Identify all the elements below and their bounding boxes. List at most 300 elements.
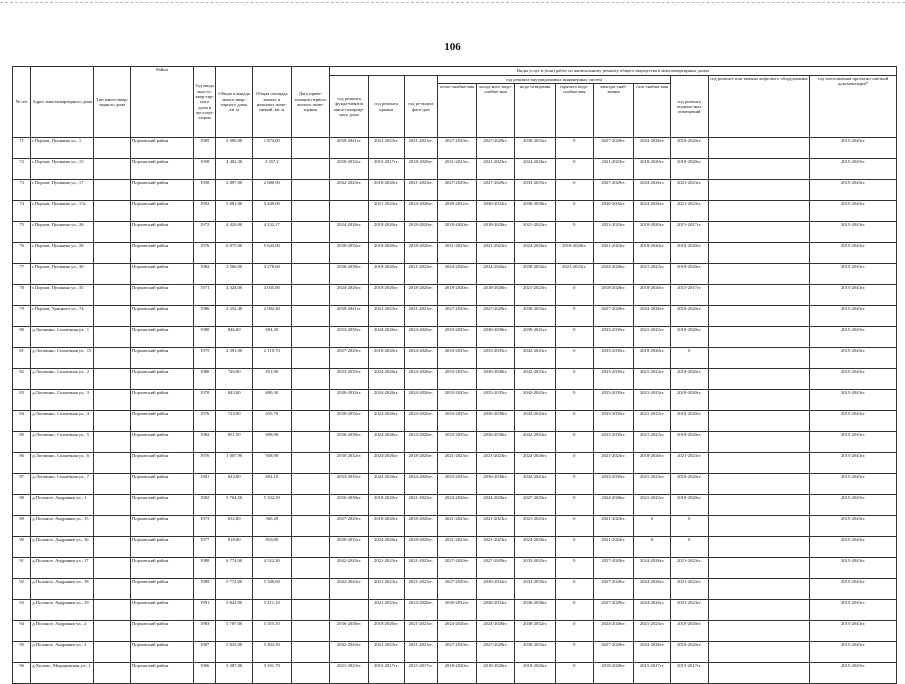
row-electric: 2027-2029гг.	[593, 600, 634, 621]
row-gas: 2018-2020гг.	[634, 159, 671, 180]
row-elevator	[708, 390, 810, 411]
row-type	[94, 558, 131, 579]
row-elevator	[708, 621, 810, 642]
row-gas: 2021-2023гг.	[634, 369, 671, 390]
row-living-area: 5 332,50	[252, 495, 291, 516]
row-year: 1971	[194, 285, 216, 306]
row-facade: 2024-2026гг.	[404, 327, 438, 348]
row-electric: 2018-2020гг.	[593, 663, 634, 684]
row-foundation: 2036-2038гг.	[330, 495, 369, 516]
row-address: г.Порхов, Пушкина ул., 1	[31, 138, 94, 159]
row-heat: 2033-2035гг.	[438, 369, 477, 390]
row-roof: 2021-2023гг.	[368, 642, 404, 663]
row-district: Порховский район	[130, 327, 193, 348]
row-date	[291, 264, 330, 285]
row-facade: 2021-2023гг.	[404, 642, 438, 663]
row-number: 81	[13, 348, 31, 369]
table-row	[13, 558, 897, 579]
row-roof: 2018-2020гг.	[368, 621, 404, 642]
row-total-area: 5 835,00	[216, 642, 253, 663]
table-row	[13, 306, 897, 327]
row-type	[94, 138, 131, 159]
row-date	[291, 201, 330, 222]
row-cold-water: 2027-2029гг.	[476, 306, 515, 327]
row-roof: 2024-2026гг.	[368, 432, 404, 453]
row-gas: 2021-2023гг.	[634, 390, 671, 411]
row-basement: 2018-2020гг.	[670, 159, 708, 180]
row-basement: 2021-2023гг.	[670, 579, 708, 600]
row-facade: 2018-2020гг.	[404, 243, 438, 264]
row-heat: 2030-2032гг.	[438, 201, 477, 222]
row-hot-water: 0	[556, 411, 594, 432]
row-hot-water: 0	[556, 432, 594, 453]
table-row	[13, 411, 897, 432]
row-address: г.Порхов, Пушкина ул., 17	[31, 180, 94, 201]
row-type	[94, 390, 131, 411]
row-address: д.Логовино, Солнечная ул., 7	[31, 474, 94, 495]
row-heat: 2030-2032гг.	[438, 600, 477, 621]
row-electric: 2021-2023гг.	[593, 453, 634, 474]
row-elevator	[708, 411, 810, 432]
row-type	[94, 327, 131, 348]
row-heat: 2027-2029гг.	[438, 642, 477, 663]
row-year: 1982	[194, 495, 216, 516]
row-date	[291, 159, 330, 180]
row-heat: 2024-2026гг.	[438, 264, 477, 285]
row-living-area: 4 522,30	[252, 558, 291, 579]
row-facade: 2021-2023гг.	[404, 579, 438, 600]
row-type	[94, 348, 131, 369]
row-district: Порховский район	[130, 516, 193, 537]
row-electric: 2033-2035гг.	[593, 390, 634, 411]
row-electric: 2027-2029гг.	[593, 138, 634, 159]
row-year: 1980	[194, 369, 216, 390]
row-address: д.Полоное, Андрияни ул., 19	[31, 600, 94, 621]
row-roof: 2018-2020гг.	[368, 516, 404, 537]
row-living-area: 4 035,80	[252, 285, 291, 306]
row-electric: 2021-2023гг.	[593, 243, 634, 264]
row-electric: 2033-2035гг.	[593, 432, 634, 453]
row-number: 84	[13, 411, 31, 432]
row-heat: 2021-2023гг.	[438, 537, 477, 558]
table-row	[13, 180, 897, 201]
table-row	[13, 516, 897, 537]
row-roof: 2024-2026гг.	[368, 411, 404, 432]
row-elevator	[708, 453, 810, 474]
row-foundation: 2024-2026гг.	[330, 285, 369, 306]
table-row	[13, 453, 897, 474]
row-facade: 2018-2020гг.	[404, 516, 438, 537]
row-address: г.Порхов, Пушкина ул., 30	[31, 264, 94, 285]
header-gas: газо-снабже-ния	[634, 84, 671, 138]
row-year: 1966	[194, 663, 216, 684]
row-basement: 2018-2020гг.	[670, 390, 708, 411]
row-year: 1983	[194, 621, 216, 642]
row-date	[291, 306, 330, 327]
row-cold-water: 2036-2038гг.	[476, 432, 515, 453]
row-number: 77	[13, 264, 31, 285]
row-basement: 2018-2020гг.	[670, 264, 708, 285]
row-address: д.Полоное, Андрияни ул., 17	[31, 558, 94, 579]
row-number: 94	[13, 621, 31, 642]
row-foundation: 2039-2041гг.	[330, 138, 369, 159]
row-heat: 2024-2026гг.	[438, 495, 477, 516]
row-sewer: 2030-2032гг.	[515, 264, 556, 285]
table-row	[13, 285, 897, 306]
row-foundation: 2036-2038гг.	[330, 264, 369, 285]
row-gas: 2018-2020гг.	[634, 348, 671, 369]
row-electric: 2027-2029гг.	[593, 306, 634, 327]
row-address: д.Полоное, Андрияни ул., 15	[31, 516, 94, 537]
row-facade: 2021-2023гг.	[404, 621, 438, 642]
row-living-area: 5 449,00	[252, 201, 291, 222]
row-number: 87	[13, 474, 31, 495]
row-basement: 2018-2020гг.	[670, 306, 708, 327]
row-roof: 2015-2017гг.	[368, 663, 404, 684]
row-total-area: 3 387,00	[216, 663, 253, 684]
row-number: 96	[13, 663, 31, 684]
row-sewer: 2039-2041гг.	[515, 327, 556, 348]
row-electric: 2033-2035гг.	[593, 327, 634, 348]
row-hot-water: 0	[556, 516, 594, 537]
row-total-area: 3 566,00	[216, 264, 253, 285]
row-date	[291, 621, 330, 642]
row-type	[94, 621, 131, 642]
row-hot-water: 0	[556, 306, 594, 327]
row-facade: 2024-2026гг.	[404, 369, 438, 390]
row-heat: 2033-2035гг.	[438, 411, 477, 432]
row-design: 2015-2043гг.	[810, 369, 897, 390]
row-sewer: 2030-2032гг.	[515, 138, 556, 159]
row-heat: 2033-2035гг.	[438, 348, 477, 369]
row-foundation: 2042-2043гг.	[330, 579, 369, 600]
row-type	[94, 201, 131, 222]
row-sewer: 2033-2035гг.	[515, 558, 556, 579]
row-type	[94, 369, 131, 390]
row-elevator	[708, 243, 810, 264]
row-number: 91	[13, 558, 31, 579]
row-cold-water: 2030-2032гг.	[476, 600, 515, 621]
row-basement: 2018-2020гг.	[670, 411, 708, 432]
row-year: 1972	[194, 222, 216, 243]
row-sewer: 2042-2043гг.	[515, 411, 556, 432]
row-type	[94, 600, 131, 621]
row-heat: 2027-2029гг.	[438, 579, 477, 600]
row-living-area: 635,70	[252, 411, 291, 432]
header-roof: год ремонта крыши	[368, 76, 404, 138]
row-elevator	[708, 579, 810, 600]
row-type	[94, 264, 131, 285]
row-sewer: 2024-2026гг.	[515, 243, 556, 264]
row-basement: 2018-2020гг.	[670, 642, 708, 663]
row-design: 2015-2043гг.	[810, 285, 897, 306]
row-basement: 2018-2020гг.	[670, 432, 708, 453]
row-type	[94, 642, 131, 663]
row-cold-water: 2036-2038гг.	[476, 411, 515, 432]
table-row	[13, 138, 897, 159]
row-sewer: 2024-2026гг.	[515, 537, 556, 558]
row-number: 90	[13, 537, 31, 558]
row-foundation: 2024-2026гг.	[330, 222, 369, 243]
row-elevator	[708, 537, 810, 558]
row-elevator	[708, 222, 810, 243]
row-total-area: 1 007,90	[216, 453, 253, 474]
row-cold-water: 2018-2020гг.	[476, 663, 515, 684]
row-year: 1991	[194, 600, 216, 621]
row-total-area: 851,50	[216, 432, 253, 453]
row-cold-water: 2027-2029гг.	[476, 180, 515, 201]
row-hot-water: 0	[556, 579, 594, 600]
row-facade: 2024-2026гг.	[404, 348, 438, 369]
row-cold-water: 2027-2029гг.	[476, 558, 515, 579]
row-electric: 2027-2029гг.	[593, 558, 634, 579]
row-basement: 2018-2020гг.	[670, 621, 708, 642]
row-address: д.Логовино, Солнечная ул., 2	[31, 369, 94, 390]
row-elevator	[708, 264, 810, 285]
row-heat: 2033-2035гг.	[438, 390, 477, 411]
row-sewer: 2042-2043гг.	[515, 369, 556, 390]
row-cold-water: 2021-2023гг.	[476, 516, 515, 537]
row-gas: 2021-2023гг.	[634, 621, 671, 642]
row-foundation: 2030-2032гг.	[330, 243, 369, 264]
row-total-area: 5 772,00	[216, 579, 253, 600]
row-foundation: 2030-2032гг.	[330, 390, 369, 411]
row-date	[291, 390, 330, 411]
row-design: 2015-2043гг.	[810, 159, 897, 180]
row-roof: 2024-2026гг.	[368, 453, 404, 474]
row-cold-water: 2036-2038гг.	[476, 369, 515, 390]
row-gas: 2024-2026гг.	[634, 306, 671, 327]
header-basement: год ремонта подваль-ных помещений	[670, 76, 708, 138]
row-sewer: 2042-2043гг.	[515, 474, 556, 495]
row-design: 2015-2043гг.	[810, 306, 897, 327]
row-district: Порховский район	[130, 180, 193, 201]
row-cold-water: 2024-2026гг.	[476, 264, 515, 285]
row-basement: 2015-2017гг.	[670, 285, 708, 306]
row-cold-water: 2024-2026гг.	[476, 495, 515, 516]
row-year: 1976	[194, 453, 216, 474]
row-sewer: 2018-2020гг.	[515, 663, 556, 684]
row-basement: 2018-2020гг.	[670, 138, 708, 159]
row-electric: 2021-2023гг.	[593, 222, 634, 243]
row-living-area: 694,30	[252, 327, 291, 348]
row-address: д.Полоное, Андрияни ул., 16	[31, 537, 94, 558]
header-cold-water: холод-ного водо-снабже-ния	[476, 84, 515, 138]
row-roof: 2015-2017гг.	[368, 159, 404, 180]
row-sewer: 2042-2043гг.	[515, 432, 556, 453]
row-foundation: 2030-2032гг.	[330, 411, 369, 432]
row-address: д.Полоное, Андрияни ул., 2	[31, 621, 94, 642]
table-row	[13, 537, 897, 558]
header-heat: тепло-снабже-ния	[438, 84, 477, 138]
row-district: Порховский район	[130, 600, 193, 621]
row-sewer: 2021-2023гг.	[515, 516, 556, 537]
row-basement: 2015-2017гг.	[670, 663, 708, 684]
header-engineering: год ремонта внутридомовых инженерных систем	[438, 76, 671, 84]
row-heat: 2021-2023гг.	[438, 516, 477, 537]
row-basement: 0	[670, 516, 708, 537]
row-heat: 2018-2020гг.	[438, 222, 477, 243]
row-date	[291, 537, 330, 558]
row-living-area: 2 680,90	[252, 180, 291, 201]
row-address: д.Логовино, Солнечная ул., 4	[31, 411, 94, 432]
row-type	[94, 495, 131, 516]
row-total-area: 5 843,90	[216, 600, 253, 621]
row-facade: 2018-2020гг.	[404, 537, 438, 558]
row-address: д.Логовино, Солнечная ул., 5	[31, 432, 94, 453]
table-row	[13, 495, 897, 516]
row-district: Порховский район	[130, 369, 193, 390]
row-design: 2015-2043гг.	[810, 453, 897, 474]
row-cold-water: 2027-2029гг.	[476, 138, 515, 159]
row-gas: 2024-2026гг.	[634, 180, 671, 201]
row-basement: 2021-2023гг.	[670, 180, 708, 201]
row-elevator	[708, 642, 810, 663]
table-row	[13, 201, 897, 222]
row-elevator	[708, 516, 810, 537]
row-type	[94, 474, 131, 495]
row-roof: 2024-2026гг.	[368, 327, 404, 348]
row-sewer: 2033-2035гг.	[515, 579, 556, 600]
row-hot-water: 0	[556, 348, 594, 369]
row-electric: 2033-2035гг.	[593, 411, 634, 432]
row-design: 2015-2043гг.	[810, 348, 897, 369]
row-total-area: 4 420,00	[216, 222, 253, 243]
row-living-area: 5 355,10	[252, 621, 291, 642]
row-foundation: 2027-2029гг.	[330, 348, 369, 369]
row-year: 1981	[194, 474, 216, 495]
table-row	[13, 348, 897, 369]
row-sewer: 2042-2043гг.	[515, 390, 556, 411]
row-elevator	[708, 306, 810, 327]
row-hot-water: 0	[556, 537, 594, 558]
row-elevator	[708, 201, 810, 222]
row-hot-water: 2018-2020гг.	[556, 243, 594, 264]
row-heat: 2018-2020гг.	[438, 285, 477, 306]
row-number: 92	[13, 579, 31, 600]
row-facade: 2018-2020гг.	[404, 159, 438, 180]
row-gas: 2018-2020гг.	[634, 243, 671, 264]
row-foundation: 2030-2032гг.	[330, 159, 369, 180]
row-number: 83	[13, 390, 31, 411]
row-gas: 2021-2023гг.	[634, 264, 671, 285]
row-design: 2015-2043гг.	[810, 222, 897, 243]
row-basement: 2018-2020гг.	[670, 243, 708, 264]
row-year: 1987	[194, 642, 216, 663]
row-total-area: 2 090,00	[216, 138, 253, 159]
header-total-area: Общая площадь много-квар-тирного дома, кв. м	[216, 67, 253, 138]
header-year: Год ввода мно-го-квар-тир-ного дома в экс-плуа-тацию	[194, 67, 216, 138]
row-roof: 2024-2026гг.	[368, 474, 404, 495]
row-sewer: 2024-2026гг.	[515, 159, 556, 180]
row-date	[291, 453, 330, 474]
row-basement: 2021-2023гг.	[670, 600, 708, 621]
row-roof: 2018-2020гг.	[368, 222, 404, 243]
row-roof: 2018-2020гг.	[368, 243, 404, 264]
row-district: Порховский район	[130, 264, 193, 285]
header-district: Район	[130, 67, 193, 138]
row-date	[291, 222, 330, 243]
row-type	[94, 663, 131, 684]
row-basement: 2015-2017гг.	[670, 222, 708, 243]
row-cold-water: 2018-2020гг.	[476, 285, 515, 306]
row-roof: 2024-2026гг.	[368, 369, 404, 390]
row-foundation	[330, 201, 369, 222]
row-electric: 2024-2026гг.	[593, 495, 634, 516]
row-district: Порховский район	[130, 642, 193, 663]
row-number: 88	[13, 495, 31, 516]
row-cold-water: 2021-2023гг.	[476, 159, 515, 180]
row-number: 93	[13, 600, 31, 621]
row-year: 1958	[194, 159, 216, 180]
table-row	[13, 600, 897, 621]
table-row	[13, 222, 897, 243]
row-total-area: 632,00	[216, 516, 253, 537]
row-district: Порховский район	[130, 222, 193, 243]
row-design: 2015-2043гг.	[810, 642, 897, 663]
row-foundation: 2030-2032гг.	[330, 453, 369, 474]
row-roof: 2021-2023гг.	[368, 306, 404, 327]
row-gas: 2021-2023гг.	[634, 432, 671, 453]
row-type	[94, 537, 131, 558]
row-design: 2015-2043гг.	[810, 600, 897, 621]
row-total-area: 844,80	[216, 474, 253, 495]
row-type	[94, 411, 131, 432]
row-heat: 2027-2029гг.	[438, 558, 477, 579]
row-living-area: 5 411,10	[252, 600, 291, 621]
row-living-area: 5 643,00	[252, 243, 291, 264]
row-basement: 2018-2020гг.	[670, 369, 708, 390]
row-basement: 2021-2023гг.	[670, 201, 708, 222]
row-address: г.Порхов, Урицкого ул., 74	[31, 306, 94, 327]
row-design: 2015-2043гг.	[810, 558, 897, 579]
row-design: 2015-2043гг.	[810, 663, 897, 684]
row-heat: 2021-2023гг.	[438, 159, 477, 180]
row-roof: 2021-2023гг.	[368, 201, 404, 222]
row-date	[291, 348, 330, 369]
row-design: 2015-2043гг.	[810, 516, 897, 537]
row-district: Порховский район	[130, 390, 193, 411]
row-heat: 2021-2023гг.	[438, 243, 477, 264]
row-design: 2015-2043гг.	[810, 621, 897, 642]
row-design: 2015-2043гг.	[810, 180, 897, 201]
row-type	[94, 180, 131, 201]
table-row	[13, 264, 897, 285]
row-type	[94, 243, 131, 264]
row-type	[94, 516, 131, 537]
row-number: 78	[13, 285, 31, 306]
row-address: д.Хилово, Медицинская ул., 1	[31, 663, 94, 684]
row-sewer: 2021-2023гг.	[515, 285, 556, 306]
row-elevator	[708, 600, 810, 621]
header-num: № п/п	[13, 67, 31, 138]
row-hot-water: 0	[556, 642, 594, 663]
row-total-area: 2 897,00	[216, 180, 253, 201]
row-foundation: 2039-2041гг.	[330, 306, 369, 327]
row-design: 2015-2043гг.	[810, 495, 897, 516]
row-date	[291, 369, 330, 390]
row-type	[94, 285, 131, 306]
row-year: 1984	[194, 432, 216, 453]
row-roof: 2021-2023гг.	[368, 579, 404, 600]
row-date	[291, 285, 330, 306]
row-electric: 2033-2035гг.	[593, 348, 634, 369]
row-living-area: 3 101,70	[252, 663, 291, 684]
row-electric: 2027-2029гг.	[593, 579, 634, 600]
row-cold-water: 2021-2023гг.	[476, 537, 515, 558]
row-foundation: 2027-2029гг.	[330, 516, 369, 537]
row-living-area: 651,90	[252, 369, 291, 390]
